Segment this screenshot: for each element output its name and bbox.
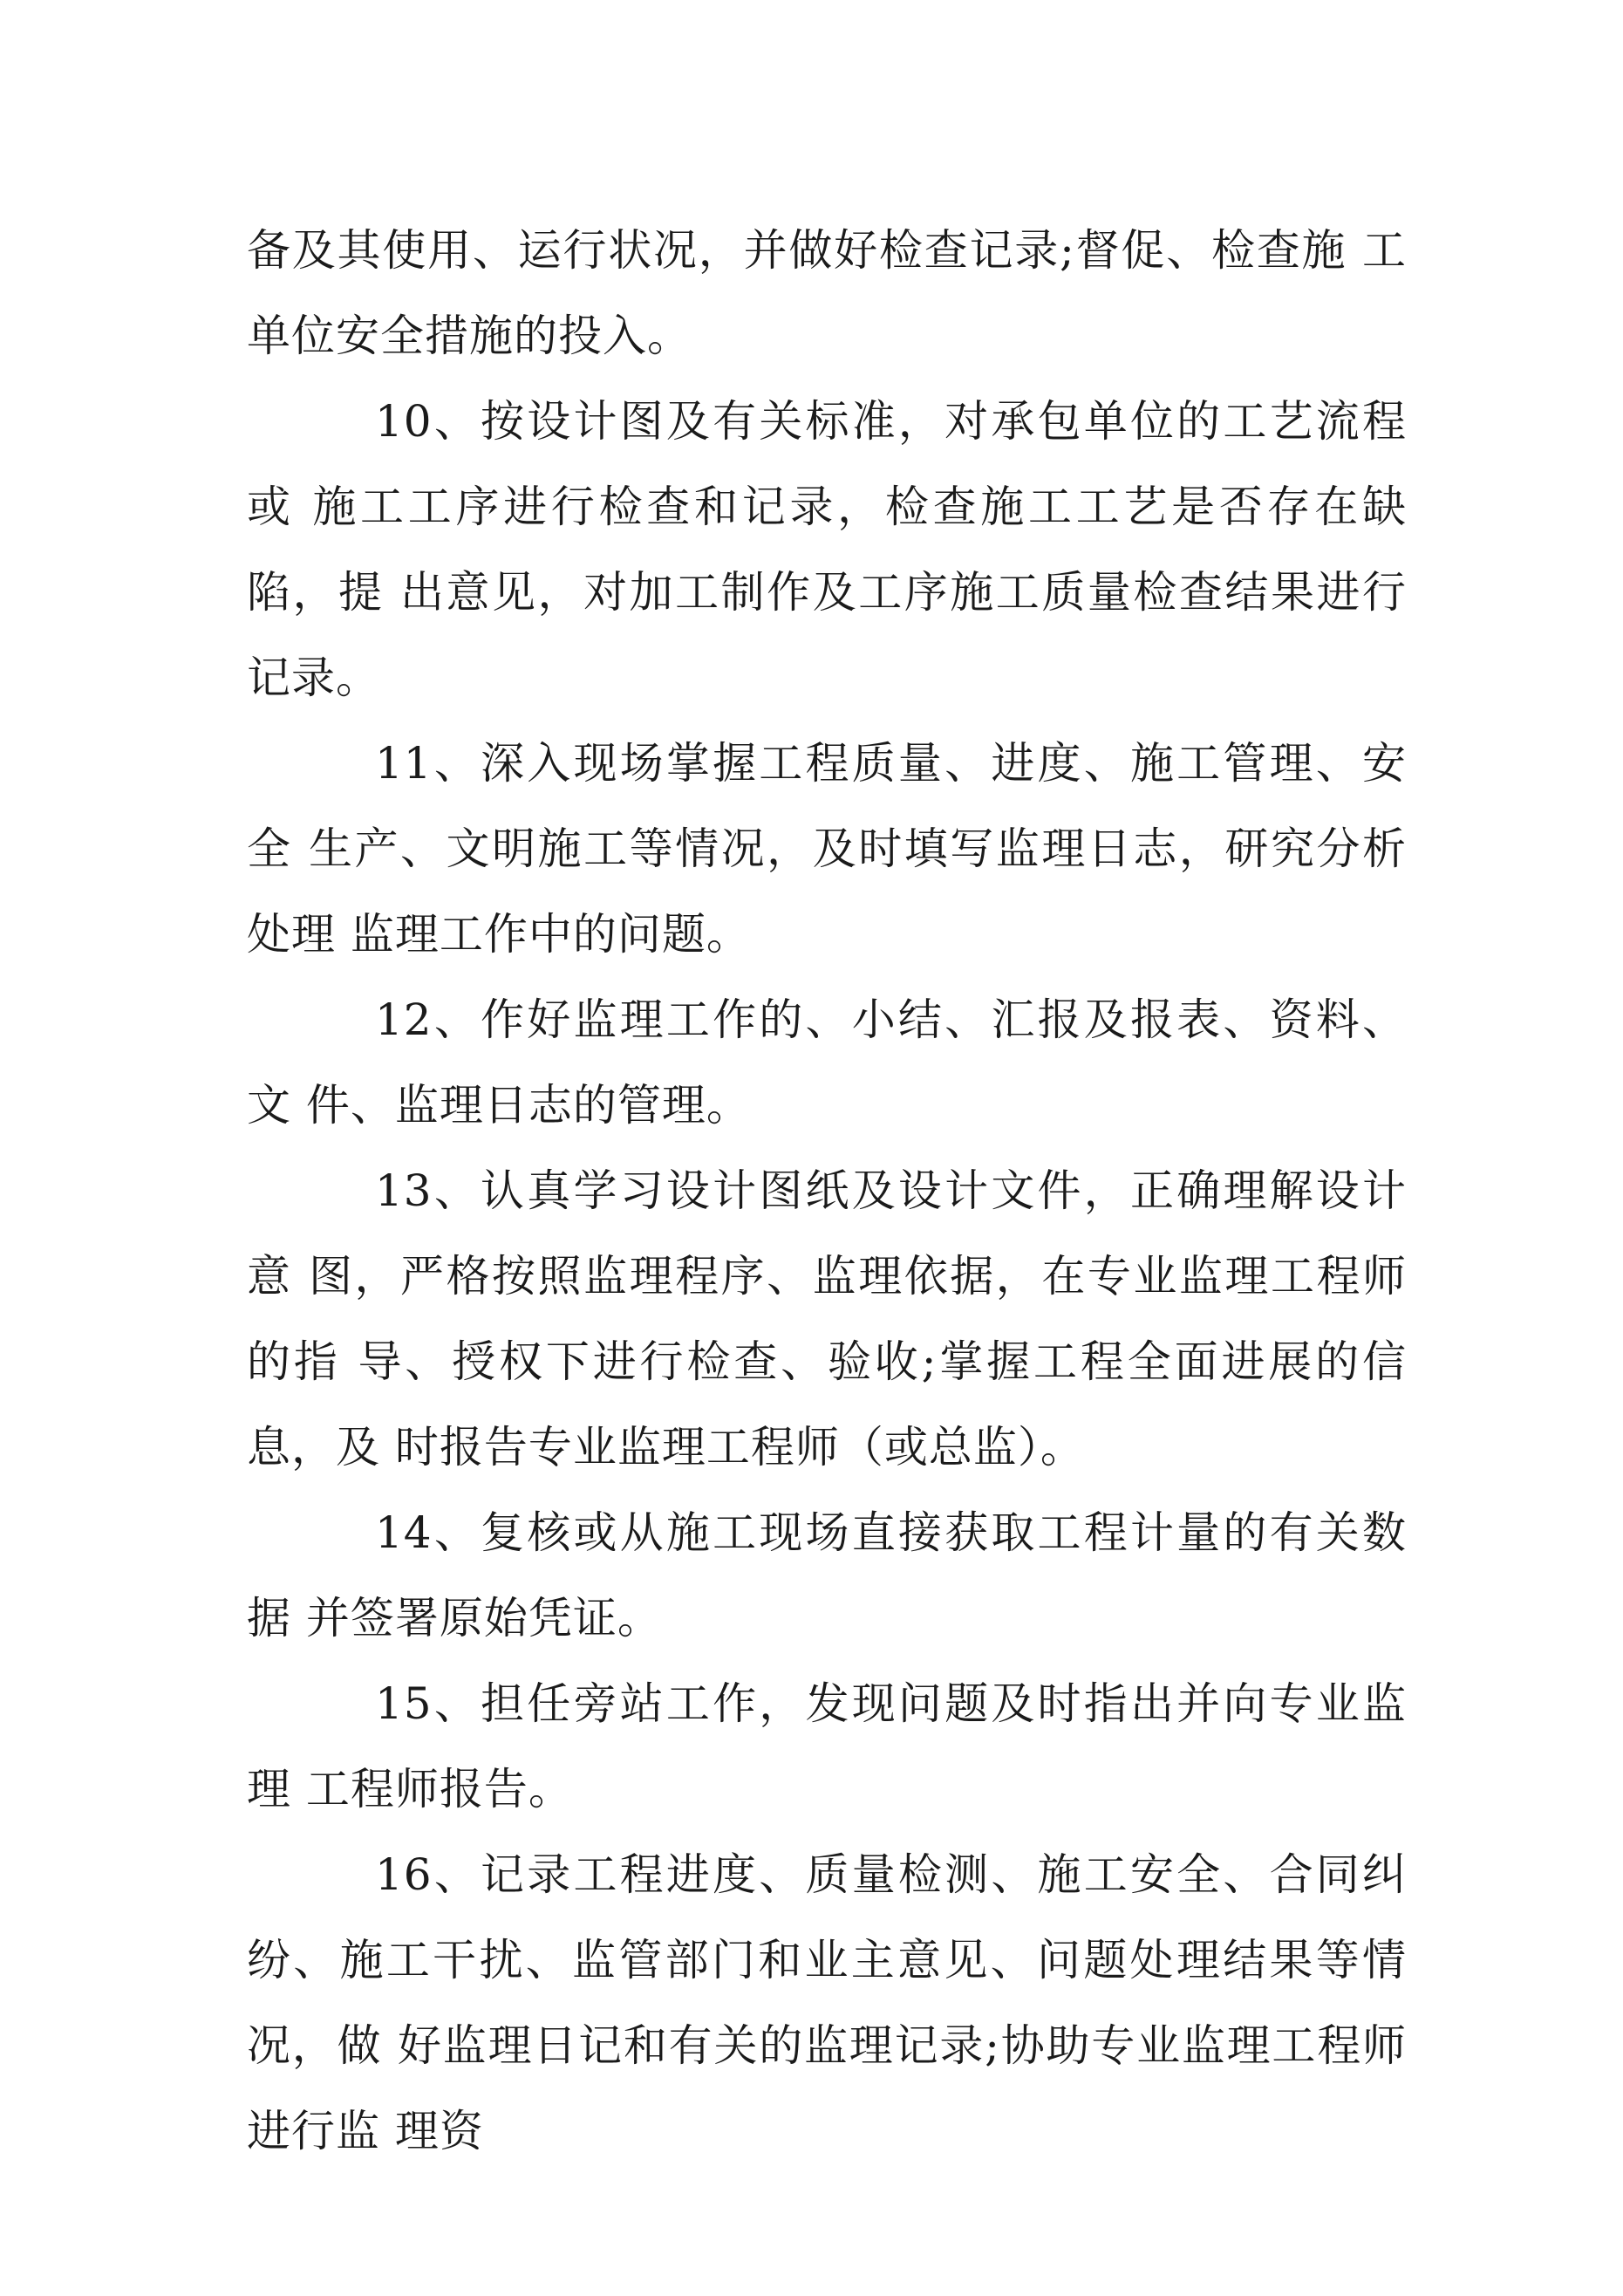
paragraph-continued: 备及其使用、运行状况，并做好检查记录;督促、检查施 工单位安全措施的投入。 (247, 225, 1407, 361)
document-body (247, 208, 1407, 2174)
paragraph-item-15: 15、担任旁站工作，发现问题及时指出并向专业监理 工程师报告。 (247, 1678, 1407, 1814)
paragraph-item-10: 10、按设计图及有关标准，对承包单位的工艺流程或 施工工序进行检查和记录，检查施工工艺是否存在缺陷，提 出意见，对加工制作及工序施工质量检查结果进行记录。 (247, 396, 1407, 703)
paragraph-item-12: 12、作好监理工作的、小结、汇报及报表、资料、文 件、监理日志的管理。 (247, 994, 1407, 1131)
paragraph-item-13: 13、认真学习设计图纸及设计文件，正确理解设计意 图，严格按照监理程序、监理依据，在专业监理工程师的指 导、授权下进行检查、验收;掌握工程全面进展的信息，及 时报告专业监理工程师（或总监）。 (247, 1165, 1407, 1473)
paragraph-item-11: 11、深入现场掌握工程质量、进度、施工管理、安全 生产、文明施工等情况，及时填写监理日志，研究分析处理 监理工作中的问题。 (247, 738, 1407, 960)
paragraph-item-16: 16、记录工程进度、质量检测、施工安全、合同纠纷、施工干扰、监管部门和业主意见、问题处理结果等情况，做 好监理日记和有关的监理记录;协助专业监理工程师进行监 理资 (247, 1849, 1407, 2156)
paragraph-item-14: 14、复核或从施工现场直接获取工程计量的有关数据 并签署原始凭证。 (247, 1507, 1407, 1643)
